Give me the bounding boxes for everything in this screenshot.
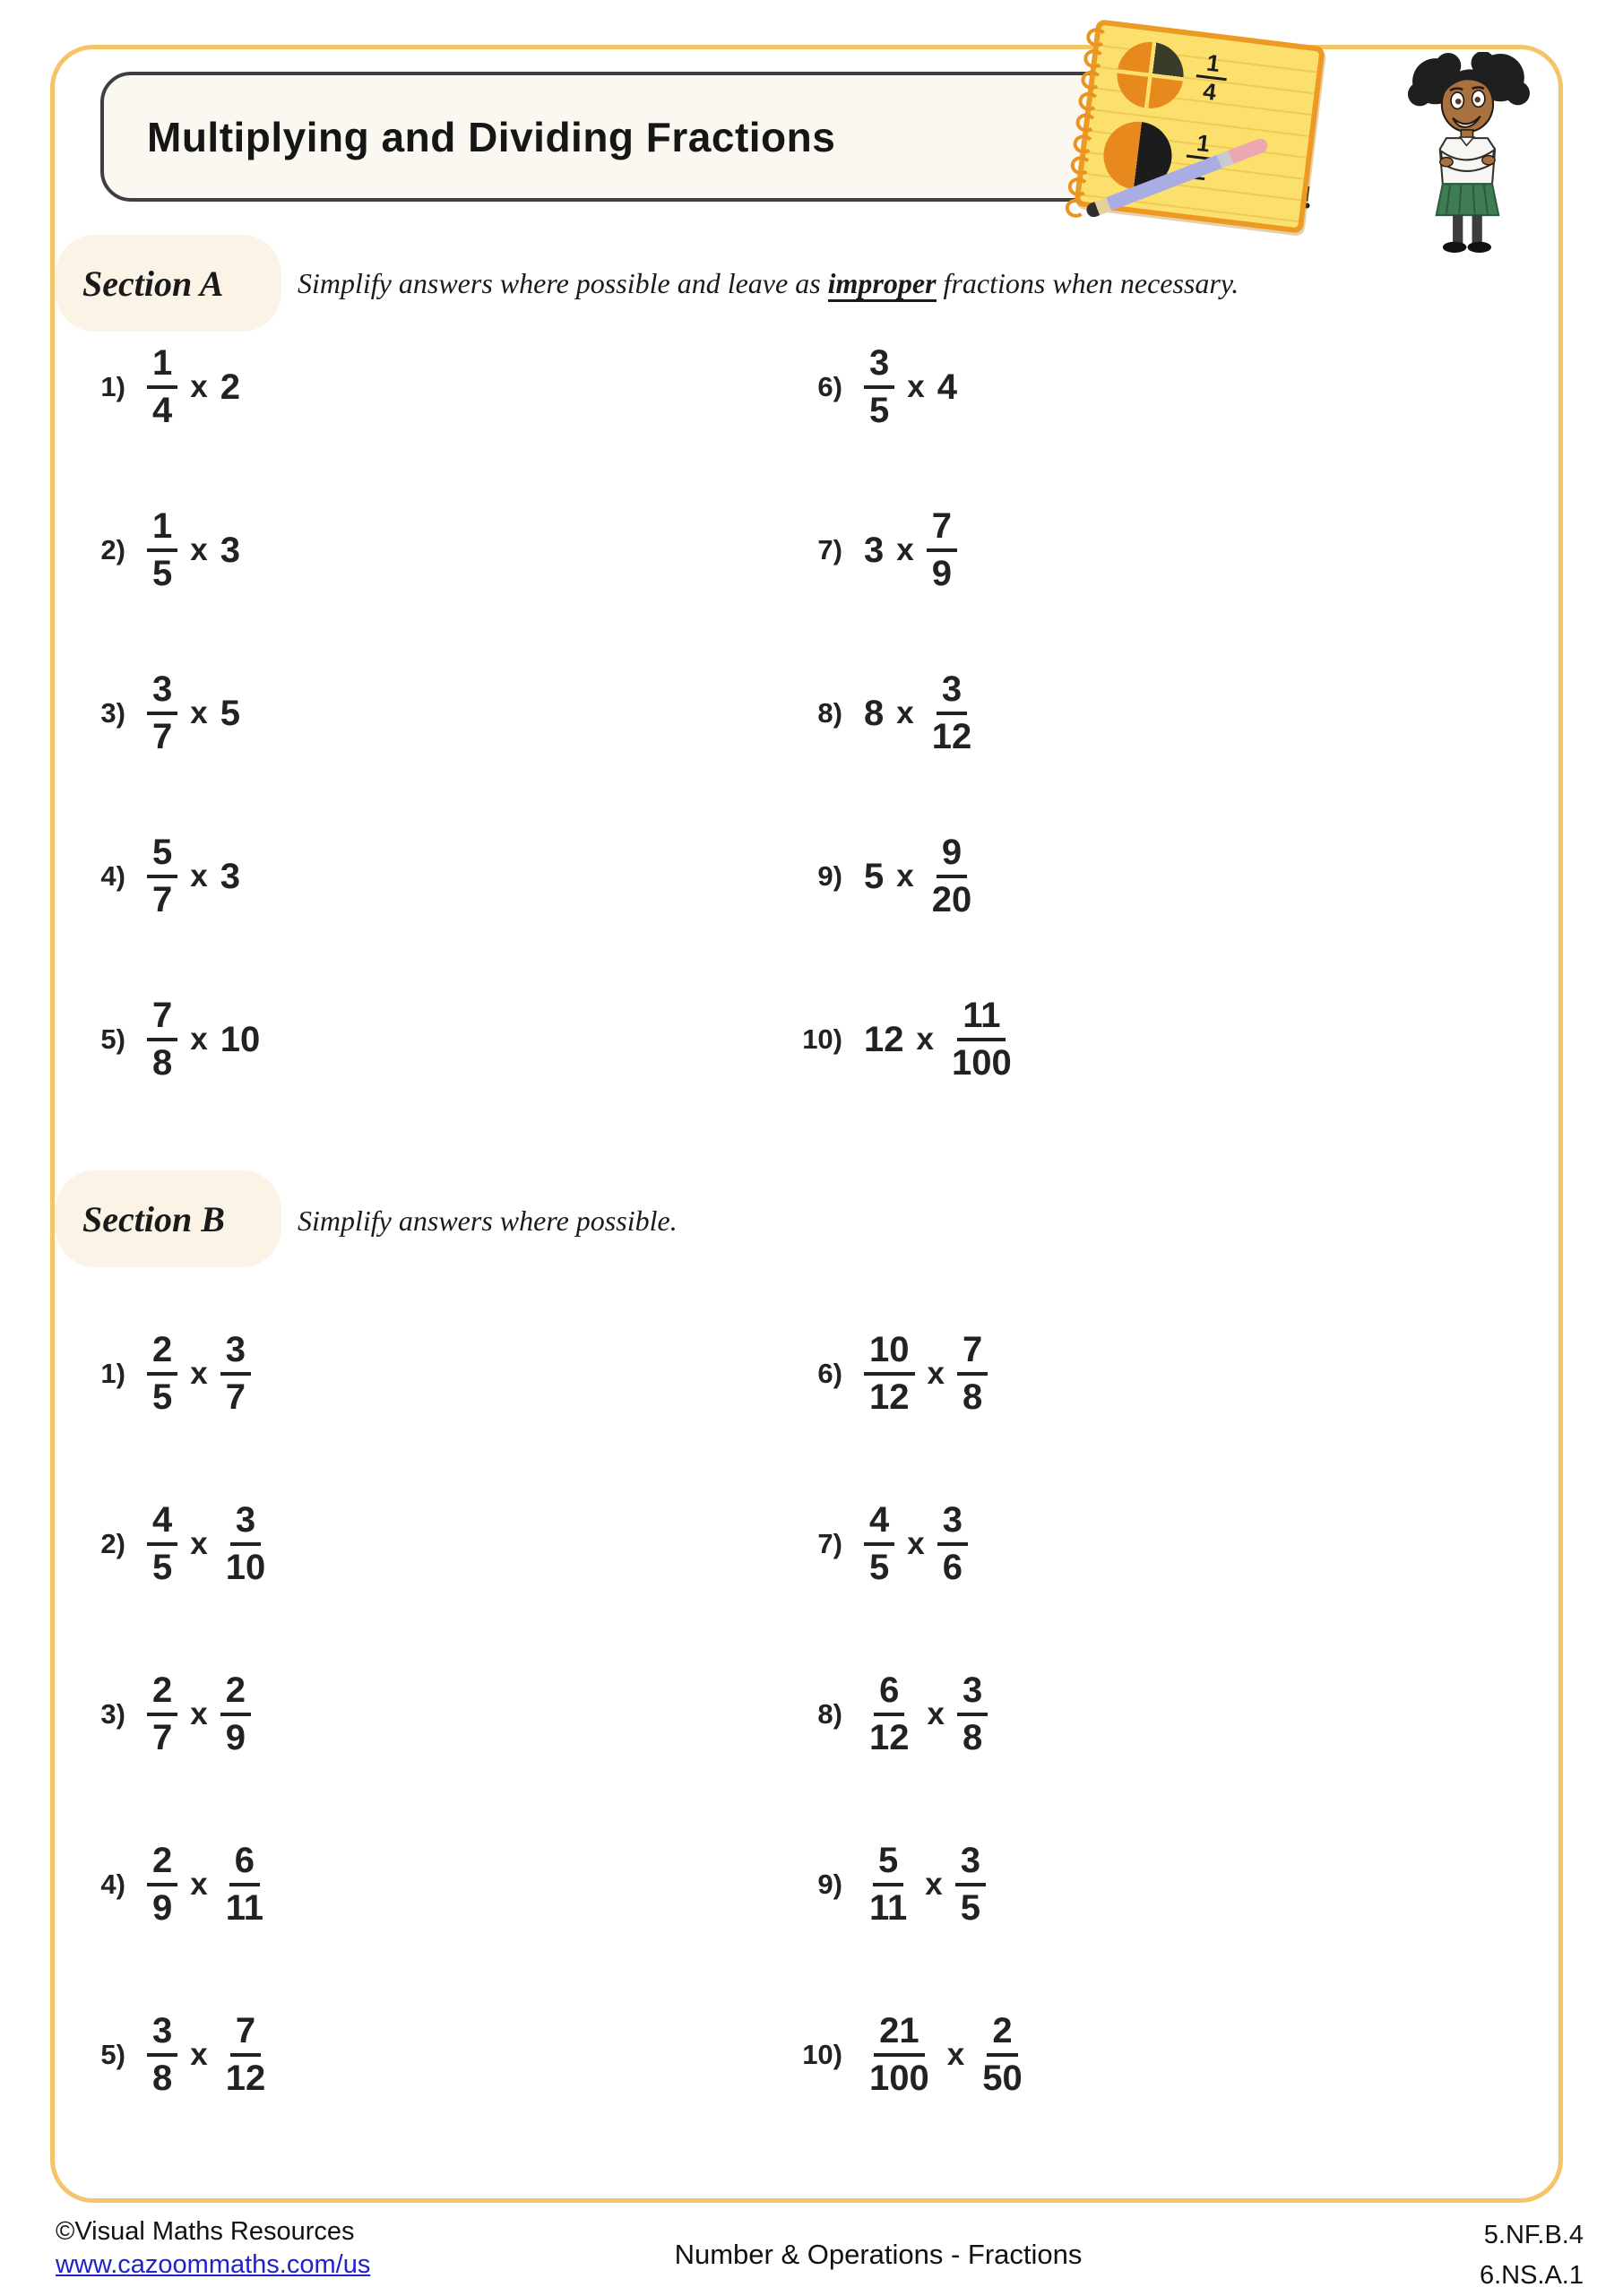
numerator: 7 — [147, 997, 177, 1041]
denominator: 5 — [960, 1888, 981, 1928]
problem-number: 1) — [100, 1358, 125, 1389]
denominator: 9 — [931, 554, 952, 593]
denominator: 8 — [152, 1043, 173, 1083]
denominator: 11 — [225, 1888, 264, 1928]
fraction — [957, 1671, 988, 1757]
fraction — [220, 1671, 251, 1757]
denominator: 50 — [982, 2059, 1023, 2098]
multiply-operator: x — [927, 1356, 945, 1391]
section-a-label: Section A — [82, 263, 224, 304]
numerator: 10 — [864, 1331, 915, 1376]
problem-row — [63, 1459, 780, 1629]
fraction — [977, 2012, 1028, 2098]
problem-row — [780, 958, 1497, 1121]
numerator: 3 — [937, 670, 967, 715]
denominator: 9 — [152, 1888, 173, 1928]
numerator: 2 — [987, 2012, 1017, 2057]
problem-row — [780, 1289, 1497, 1459]
fraction — [220, 2012, 272, 2098]
multiply-operator: x — [190, 1867, 208, 1902]
problem-number: 4) — [100, 1869, 125, 1900]
whole-number: 12 — [864, 1019, 904, 1059]
fraction — [927, 833, 978, 919]
numerator: 9 — [937, 833, 967, 878]
instruction-text: Simplify answers where possible and leave as — [298, 267, 828, 299]
instruction-emphasis: improper — [828, 267, 937, 302]
numerator: 3 — [937, 1501, 968, 1546]
footer-credits — [56, 2217, 370, 2281]
fraction — [147, 670, 177, 756]
problem-number: 7) — [817, 534, 842, 565]
footer-standards — [1480, 2215, 1584, 2296]
numerator: 7 — [957, 1331, 988, 1376]
denominator: 100 — [951, 1043, 1012, 1083]
problem-row — [780, 306, 1497, 469]
numerator: 7 — [230, 2012, 261, 2057]
fraction — [864, 1671, 915, 1757]
fraction — [864, 1331, 915, 1417]
numerator: 2 — [147, 1671, 177, 1716]
multiply-operator: x — [907, 369, 925, 404]
numerator: 3 — [864, 344, 894, 389]
whole-number: 5 — [864, 856, 885, 896]
denominator: 7 — [225, 1377, 246, 1417]
instruction-text: Simplify answers where possible. — [298, 1204, 678, 1237]
denominator: 4 — [152, 391, 173, 430]
denominator: 20 — [931, 880, 972, 919]
problem-number: 1) — [100, 371, 125, 402]
problem-number: 2) — [100, 534, 125, 565]
copyright-text: ©Visual Maths Resources — [56, 2217, 355, 2246]
denominator: 11 — [869, 1888, 908, 1928]
page-title: Multiplying and Dividing Fractions — [147, 113, 836, 160]
fraction — [927, 670, 978, 756]
problem-number: 10) — [802, 2039, 842, 2070]
fraction — [864, 1501, 894, 1587]
fraction — [955, 1842, 986, 1928]
multiply-operator: x — [907, 1526, 925, 1561]
quarter-pie-chart-icon — [1113, 39, 1187, 112]
multiply-operator: x — [925, 1867, 943, 1902]
problem-row — [780, 632, 1497, 795]
numerator: 11 — [957, 997, 1006, 1041]
denominator: 5 — [152, 1548, 173, 1587]
fraction — [220, 1331, 251, 1417]
problem-row — [780, 1459, 1497, 1629]
problem-row — [63, 306, 780, 469]
denominator: 5 — [152, 554, 173, 593]
multiply-operator: x — [190, 1696, 208, 1731]
denominator: 7 — [152, 1718, 173, 1757]
denominator: 8 — [152, 2059, 173, 2098]
problem-row — [63, 1289, 780, 1459]
problem-number: 8) — [817, 697, 842, 729]
fraction — [937, 1501, 968, 1587]
problem-row — [63, 958, 780, 1121]
multiply-operator: x — [896, 695, 914, 730]
numerator: 2 — [147, 1331, 177, 1376]
denominator: 5 — [869, 391, 890, 430]
whole-number: 3 — [220, 856, 240, 896]
numerator: 4 — [864, 1501, 894, 1546]
problem-number: 3) — [100, 1698, 125, 1730]
fraction — [864, 2012, 935, 2098]
numerator: 5 — [147, 833, 177, 878]
denominator: 12 — [869, 1718, 910, 1757]
multiply-operator: x — [190, 1526, 208, 1561]
fraction — [147, 833, 177, 919]
problem-number: 10) — [802, 1023, 842, 1055]
numerator: 7 — [927, 507, 957, 552]
fraction — [147, 1671, 177, 1757]
student-character-illustration — [1405, 52, 1535, 258]
denominator: 100 — [869, 2059, 929, 2098]
section-a-problems — [63, 306, 1497, 1121]
multiply-operator: x — [927, 1696, 945, 1731]
problem-number: 8) — [817, 1698, 842, 1730]
problem-row — [63, 632, 780, 795]
problem-number: 6) — [817, 1358, 842, 1389]
problem-number: 3) — [100, 697, 125, 729]
problem-number: 7) — [817, 1528, 842, 1559]
numerator: 2 — [147, 1842, 177, 1886]
numerator: 3 — [230, 1501, 261, 1546]
whole-number: 8 — [864, 693, 885, 733]
fraction — [864, 1842, 912, 1928]
multiply-operator: x — [896, 859, 914, 893]
section-b-badge — [56, 1170, 281, 1267]
instruction-text: fractions when necessary. — [936, 267, 1239, 299]
denominator: 10 — [225, 1548, 266, 1587]
fraction — [147, 997, 177, 1083]
fraction — [147, 1501, 177, 1587]
fraction — [220, 1842, 269, 1928]
multiply-operator: x — [190, 1356, 208, 1391]
fraction — [147, 2012, 177, 2098]
problem-row — [780, 469, 1497, 632]
denominator: 8 — [962, 1377, 983, 1417]
numerator: 3 — [147, 2012, 177, 2057]
problem-row — [780, 795, 1497, 958]
denominator: 5 — [869, 1548, 890, 1587]
numerator: 4 — [147, 1501, 177, 1546]
problem-number: 9) — [817, 860, 842, 892]
numerator: 6 — [874, 1671, 904, 1716]
multiply-operator: x — [190, 695, 208, 730]
standard-code: 6.NS.A.1 — [1479, 2260, 1584, 2290]
denominator: 12 — [869, 1377, 910, 1417]
problem-number: 9) — [817, 1869, 842, 1900]
whole-number: 2 — [220, 367, 240, 407]
problem-row — [63, 795, 780, 958]
numerator: 1 — [1196, 49, 1230, 81]
denominator: 7 — [152, 717, 173, 756]
standard-code: 5.NF.B.4 — [1483, 2221, 1584, 2249]
numerator: 6 — [229, 1842, 260, 1886]
fraction — [147, 507, 177, 593]
problem-row — [780, 1800, 1497, 1970]
problem-row — [63, 469, 780, 632]
problem-number: 4) — [100, 860, 125, 892]
numerator: 3 — [955, 1842, 986, 1886]
spiral-binding-icon — [1065, 27, 1109, 219]
multiply-operator: x — [190, 2037, 208, 2072]
fraction — [927, 507, 957, 593]
fractions-notebook-illustration — [1047, 22, 1342, 241]
numerator: 2 — [220, 1671, 251, 1716]
multiply-operator: x — [896, 532, 914, 567]
problem-row — [63, 1629, 780, 1800]
numerator: 5 — [873, 1842, 903, 1886]
numerator: 21 — [874, 2012, 925, 2057]
denominator: 6 — [942, 1548, 963, 1587]
problem-number: 5) — [100, 1023, 125, 1055]
section-a-instruction — [298, 267, 1239, 300]
whole-number: 10 — [220, 1019, 261, 1059]
denominator: 12 — [931, 717, 972, 756]
fraction — [946, 997, 1017, 1083]
section-b-instruction — [298, 1204, 678, 1238]
problem-number: 5) — [100, 2039, 125, 2070]
problem-row — [63, 1970, 780, 2140]
numerator: 1 — [1187, 130, 1221, 161]
section-b-label: Section B — [82, 1198, 225, 1239]
multiply-operator: x — [190, 1022, 208, 1057]
whole-number: 3 — [220, 530, 240, 570]
quarter-fraction-label — [1193, 49, 1230, 106]
fraction — [957, 1331, 988, 1417]
denominator: 9 — [225, 1718, 246, 1757]
fraction — [864, 344, 894, 430]
numerator: 3 — [147, 670, 177, 715]
multiply-operator: x — [916, 1022, 934, 1057]
problem-row — [780, 1629, 1497, 1800]
problem-row — [780, 1970, 1497, 2140]
denominator: 4 — [1201, 77, 1218, 107]
numerator: 1 — [147, 507, 177, 552]
denominator: 12 — [225, 2059, 266, 2098]
whole-number: 5 — [220, 693, 240, 733]
fraction — [220, 1501, 272, 1587]
footer-topic: Number & Operations - Fractions — [674, 2239, 1083, 2270]
fraction — [147, 344, 177, 430]
multiply-operator: x — [946, 2037, 965, 2072]
problem-row — [63, 1800, 780, 1970]
whole-number: 3 — [864, 530, 885, 570]
denominator: 8 — [962, 1718, 983, 1757]
denominator: 5 — [152, 1377, 173, 1417]
fraction — [147, 1331, 177, 1417]
cazoommaths-link[interactable]: www.cazoommaths.com/us — [56, 2250, 371, 2280]
numerator: 3 — [220, 1331, 251, 1376]
problem-number: 6) — [817, 371, 842, 402]
numerator: 3 — [957, 1671, 988, 1716]
multiply-operator: x — [190, 859, 208, 893]
denominator: 7 — [152, 880, 173, 919]
problem-number: 2) — [100, 1528, 125, 1559]
numerator: 1 — [147, 344, 177, 389]
multiply-operator: x — [190, 532, 208, 567]
multiply-operator: x — [190, 369, 208, 404]
whole-number: 4 — [937, 367, 957, 407]
section-b-problems — [63, 1289, 1497, 2140]
fraction — [147, 1842, 177, 1928]
